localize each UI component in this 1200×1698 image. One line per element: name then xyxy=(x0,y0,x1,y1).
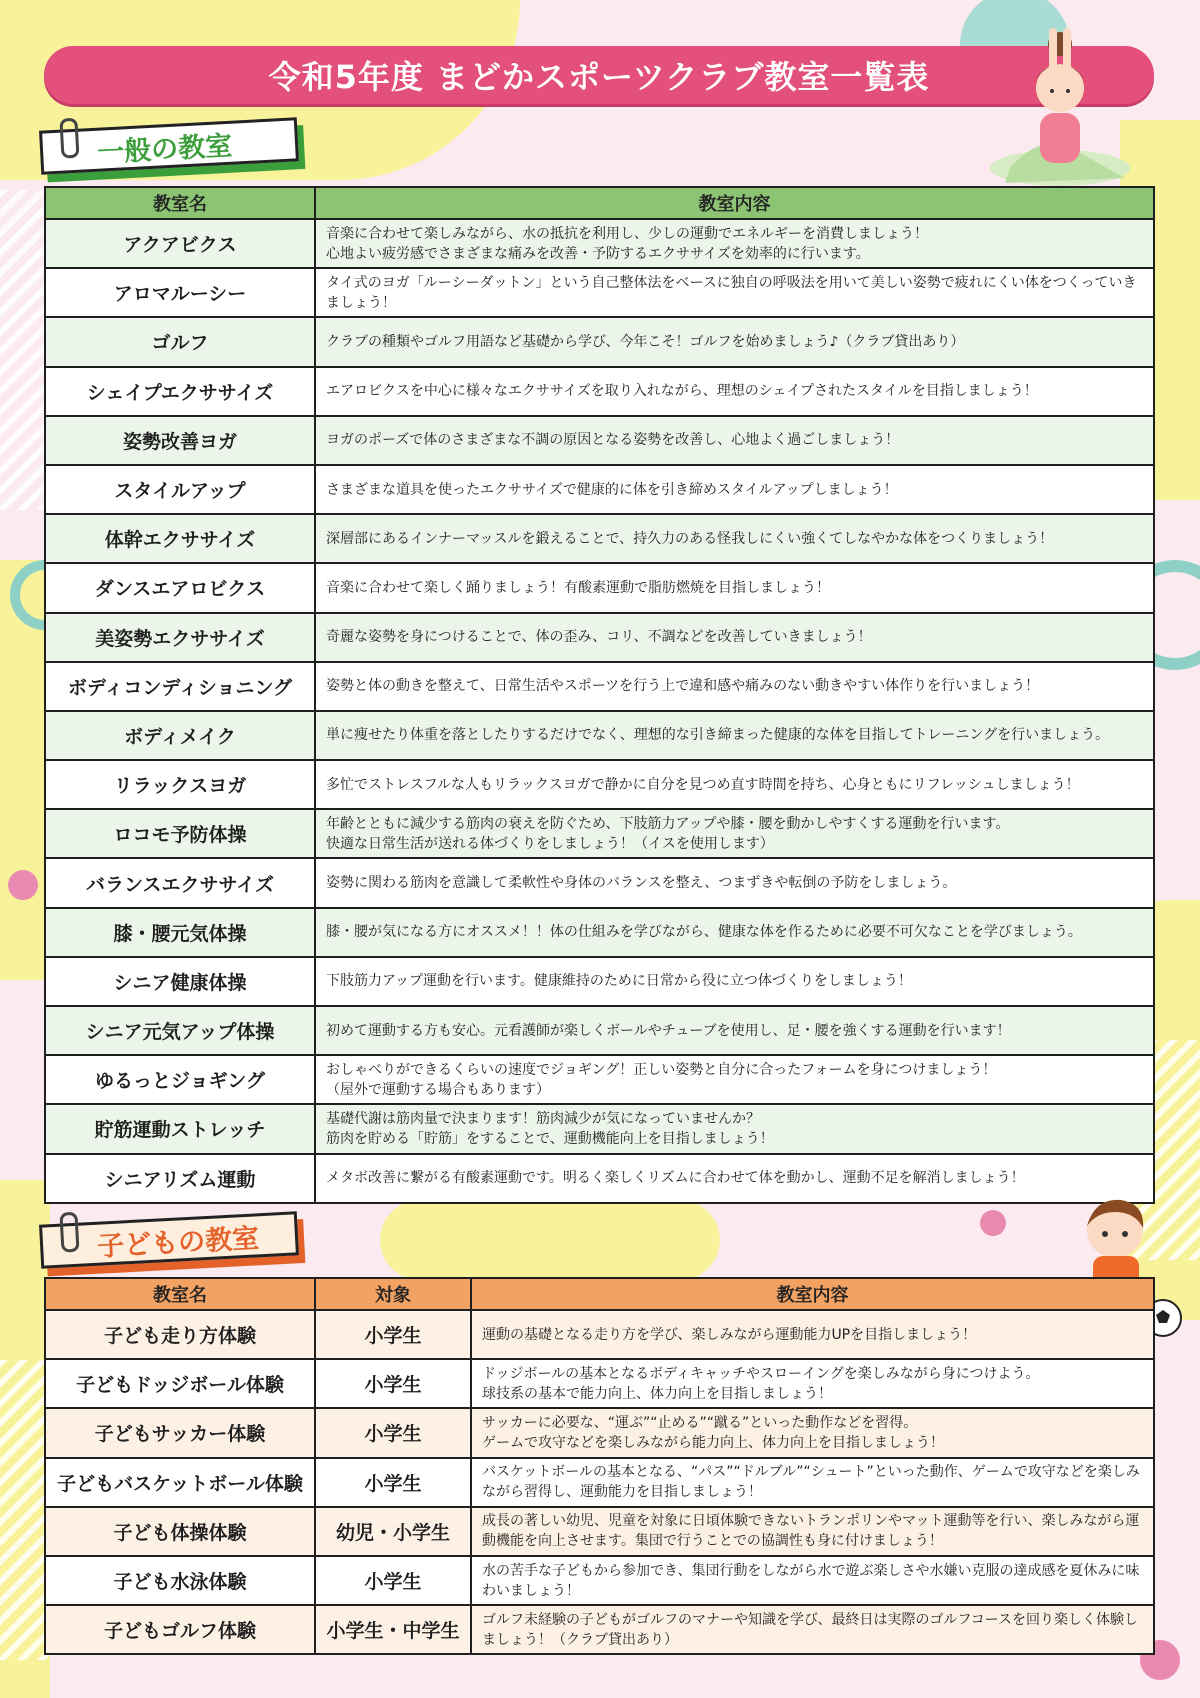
class-content: さまざまな道具を使ったエクササイズで健康的に体を引き締めスタイルアップしましょう！ xyxy=(315,465,1154,514)
class-content: 単に痩せたり体重を落としたりするだけでなく、理想的な引き締まった健康的な体を目指してトレーニングを行いましょう。 xyxy=(315,711,1154,760)
class-content: 年齢とともに減少する筋肉の衰えを防ぐため、下肢筋力アップや膝・腰を動かしやすくする運動を行います。 快適な日常生活が送れる体づくりをしましょう！（イスを使用します） xyxy=(315,809,1154,858)
table-row xyxy=(45,1006,1154,1055)
table-row xyxy=(45,268,1154,317)
class-name: ゴルフ xyxy=(45,317,315,366)
class-name: シニアリズム運動 xyxy=(45,1154,315,1203)
class-name: 子どもサッカー体験 xyxy=(45,1408,315,1457)
class-content: ドッジボールの基本となるボディキャッチやスローイングを楽しみながら身につけよう。 球技系の基本で能力向上、体力向上を目指しましょう！ xyxy=(471,1359,1154,1408)
paperclip-icon xyxy=(59,118,79,159)
class-content: 姿勢に関わる筋肉を意識して柔軟性や身体のバランスを整え、つまずきや転倒の予防をしましょう。 xyxy=(315,858,1154,907)
header-class-content: 教室内容 xyxy=(471,1278,1154,1310)
kids-section-label: 子どもの教室 xyxy=(96,1222,260,1263)
general-section-label: 一般の教室 xyxy=(96,130,233,169)
table-row xyxy=(45,662,1154,711)
paperclip-icon xyxy=(59,1212,79,1253)
class-name: シニア元気アップ体操 xyxy=(45,1006,315,1055)
class-name: 子どもゴルフ体験 xyxy=(45,1605,315,1654)
table-row xyxy=(45,317,1154,366)
table-row xyxy=(45,416,1154,465)
table-row xyxy=(45,465,1154,514)
table-row xyxy=(45,563,1154,612)
table-row xyxy=(45,367,1154,416)
class-name: アロマルーシー xyxy=(45,268,315,317)
header-class-name: 教室名 xyxy=(45,1278,315,1310)
class-content: エアロビクスを中心に様々なエクササイズを取り入れながら、理想のシェイプされたスタイルを目指しましょう！ xyxy=(315,367,1154,416)
class-target: 小学生 xyxy=(315,1458,471,1507)
class-name: 子ども水泳体験 xyxy=(45,1556,315,1605)
class-content: 水の苦手な子どもから参加でき、集団行動をしながら水で遊ぶ楽しさや水嫌い克服の達成感を夏休みに味わいましょう！ xyxy=(471,1556,1154,1605)
class-content: タイ式のヨガ「ルーシーダットン」という自己整体法をベースに独自の呼吸法を用いて美しい姿勢で疲れにくい体をつくっていきましょう！ xyxy=(315,268,1154,317)
header-class-name: 教室名 xyxy=(45,187,315,219)
kids-classes-table xyxy=(44,1277,1155,1655)
class-content: 音楽に合わせて楽しく踊りましょう！有酸素運動で脂肪燃焼を目指しましょう！ xyxy=(315,563,1154,612)
class-target: 小学生 xyxy=(315,1408,471,1457)
table-row xyxy=(45,613,1154,662)
class-name: 子どもドッジボール体験 xyxy=(45,1359,315,1408)
class-name: スタイルアップ xyxy=(45,465,315,514)
table-row xyxy=(45,858,1154,907)
table-row xyxy=(45,1310,1154,1359)
class-name: リラックスヨガ xyxy=(45,760,315,809)
table-row xyxy=(45,1154,1154,1203)
class-content: 深層部にあるインナーマッスルを鍛えることで、持久力のある怪我しにくい強くてしなやかな体をつくりましょう！ xyxy=(315,514,1154,563)
class-content: クラブの種類やゴルフ用語など基礎から学び、今年こそ！ゴルフを始めましょう♪（クラブ貸出あり） xyxy=(315,317,1154,366)
class-name: バランスエクササイズ xyxy=(45,858,315,907)
table-row xyxy=(45,957,1154,1006)
class-content: 姿勢と体の動きを整えて、日常生活やスポーツを行う上で違和感や痛みのない動きやすい体作りを行いましょう！ xyxy=(315,662,1154,711)
class-name: シェイプエクササイズ xyxy=(45,367,315,416)
table-row xyxy=(45,514,1154,563)
class-name: 子どもバスケットボール体験 xyxy=(45,1458,315,1507)
class-content: バスケットボールの基本となる、“パス”“ドルブル”“シュート”といった動作、ゲームで攻守などを楽しみながら習得し、運動能力を目指しましょう！ xyxy=(471,1458,1154,1507)
class-content: ヨガのポーズで体のさまざまな不調の原因となる姿勢を改善し、心地よく過ごしましょう！ xyxy=(315,416,1154,465)
table-row xyxy=(45,1458,1154,1507)
class-target: 小学生 xyxy=(315,1359,471,1408)
class-target: 小学生・中学生 xyxy=(315,1605,471,1654)
class-name: 貯筋運動ストレッチ xyxy=(45,1104,315,1153)
table-row xyxy=(45,1359,1154,1408)
header-class-content: 教室内容 xyxy=(315,187,1154,219)
class-target: 幼児・小学生 xyxy=(315,1507,471,1556)
class-content: 音楽に合わせて楽しみながら、水の抵抗を利用し、少しの運動でエネルギーを消費しましょう！ 心地よい疲労感でさまざまな痛みを改善・予防するエクササイズを効率的に行います。 xyxy=(315,219,1154,268)
table-row xyxy=(45,711,1154,760)
class-name: 子ども走り方体験 xyxy=(45,1310,315,1359)
class-content: 下肢筋力アップ運動を行います。健康維持のために日常から役に立つ体づくりをしましょう！ xyxy=(315,957,1154,1006)
class-content: 膝・腰が気になる方にオススメ！！体の仕組みを学びながら、健康な体を作るために必要不可欠なことを学びましょう。 xyxy=(315,908,1154,957)
yoga-woman-illustration xyxy=(985,18,1135,193)
table-row xyxy=(45,809,1154,858)
table-row xyxy=(45,1556,1154,1605)
class-content: 多忙でストレスフルな人もリラックスヨガで静かに自分を見つめ直す時間を持ち、心身ともにリフレッシュしましょう！ xyxy=(315,760,1154,809)
class-name: ボディコンディショニング xyxy=(45,662,315,711)
class-name: 姿勢改善ヨガ xyxy=(45,416,315,465)
class-name: シニア健康体操 xyxy=(45,957,315,1006)
table-row xyxy=(45,1605,1154,1654)
class-target: 小学生 xyxy=(315,1310,471,1359)
class-content: メタボ改善に繋がる有酸素運動です。明るく楽しくリズムに合わせて体を動かし、運動不足を解消しましょう！ xyxy=(315,1154,1154,1203)
class-content: サッカーに必要な、“運ぶ”“止める”“蹴る”といった動作などを習得。 ゲームで攻守などを楽しみながら能力向上、体力向上を目指しましょう！ xyxy=(471,1408,1154,1457)
class-content: 初めて運動する方も安心。元看護師が楽しくボールやチューブを使用し、足・腰を強くする運動を行います！ xyxy=(315,1006,1154,1055)
class-content: 基礎代謝は筋肉量で決まります！筋肉減少が気になっていませんか？ 筋肉を貯める「貯筋」をすることで、運動機能向上を目指しましょう！ xyxy=(315,1104,1154,1153)
header-target: 対象 xyxy=(315,1278,471,1310)
table-row xyxy=(45,1507,1154,1556)
class-target: 小学生 xyxy=(315,1556,471,1605)
class-name: ボディメイク xyxy=(45,711,315,760)
class-name: 膝・腰元気体操 xyxy=(45,908,315,957)
table-row xyxy=(45,908,1154,957)
class-content: 成長の著しい幼児、児童を対象に日頃体験できないトランポリンやマット運動等を行い、楽しみながら運動機能を向上させます。集団で行うことでの協調性も身に付けましょう！ xyxy=(471,1507,1154,1556)
page-title: 令和5年度 まどかスポーツクラブ教室一覧表 xyxy=(268,58,930,96)
class-content: おしゃべりができるくらいの速度でジョギング！正しい姿勢と自分に合ったフォームを身につけましょう！ （屋外で運動する場合もあります） xyxy=(315,1055,1154,1104)
table-row xyxy=(45,760,1154,809)
class-name: アクアビクス xyxy=(45,219,315,268)
class-name: ロコモ予防体操 xyxy=(45,809,315,858)
class-name: 美姿勢エクササイズ xyxy=(45,613,315,662)
table-row xyxy=(45,1104,1154,1153)
class-content: ゴルフ未経験の子どもがゴルフのマナーや知識を学び、最終日は実際のゴルフコースを回り楽しく体験しましょう！（クラブ貸出あり） xyxy=(471,1605,1154,1654)
class-name: ゆるっとジョギング xyxy=(45,1055,315,1104)
class-content: 奇麗な姿勢を身につけることで、体の歪み、コリ、不調などを改善していきましょう！ xyxy=(315,613,1154,662)
table-row xyxy=(45,1055,1154,1104)
class-name: 子ども体操体験 xyxy=(45,1507,315,1556)
class-content: 運動の基礎となる走り方を学び、楽しみながら運動能力UPを目指しましょう！ xyxy=(471,1310,1154,1359)
class-name: 体幹エクササイズ xyxy=(45,514,315,563)
table-row xyxy=(45,1408,1154,1457)
class-name: ダンスエアロビクス xyxy=(45,563,315,612)
table-row xyxy=(45,219,1154,268)
general-classes-table xyxy=(44,186,1155,1204)
